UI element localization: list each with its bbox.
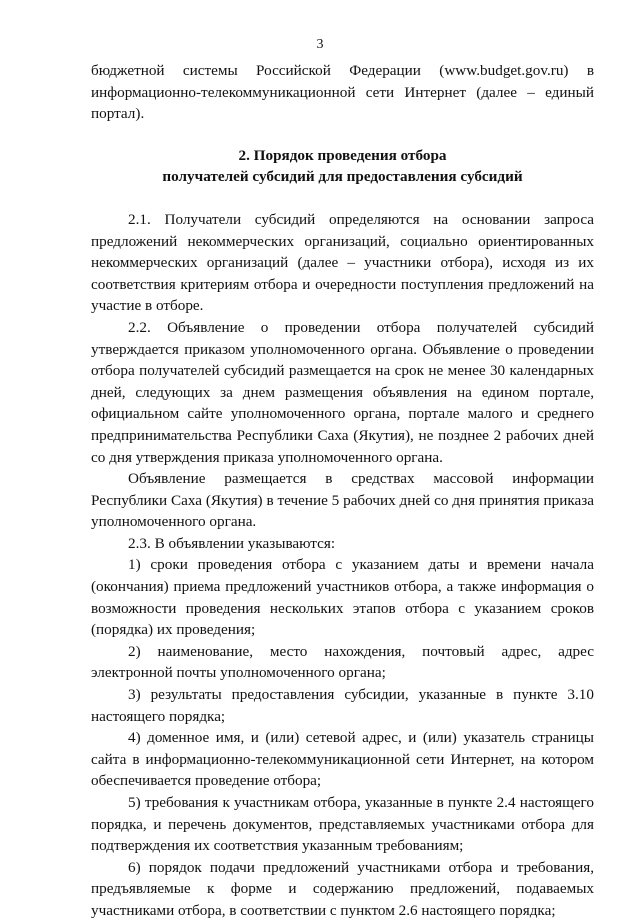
- section-heading-line-1: 2. Порядок проведения отбора: [238, 146, 447, 164]
- list-item-3: 3) результаты предоставления субсидии, указанные в пункте 3.10 настоящего порядка;: [91, 686, 594, 725]
- page-number: 3: [316, 37, 324, 52]
- section-heading: [91, 145, 594, 188]
- section-heading-line-2: получателей субсидий для предоставления субсидий: [162, 168, 523, 186]
- list-item-6: 6) порядок подачи предложений участниками отбора и требования, предъявляемые к форме и содержанию предложений, подаваемых участниками отбора, в соответствии с пунктом 2.6 настоящего порядка;: [91, 858, 594, 919]
- paragraph-2-2: 2.2. Объявление о проведении отбора получателей субсидий утверждается приказом уполномоченного органа. Объявление о проведении отбора получателей субсидий размещается на срок не менее 30 календарных дней, следующих за днем размещения объявления на едином портале, официальном сайте уполномоченного органа, портале малого и среднего предпринимательства Республики Саха (Якутия), не позднее 2 рабочих дней со дня утверждения приказа уполномоченного органа.: [91, 318, 594, 466]
- intro-paragraph: бюджетной системы Российской Федерации (www.budget.gov.ru) в информационно-телекоммуникационной сети Интернет (далее – единый портал).: [91, 62, 594, 123]
- list-item-5: 5) требования к участникам отбора, указанные в пункте 2.4 настоящего порядка, и перечень документов, представляемых участниками отбора для подтверждения их соответствия указанным требованиям;: [91, 794, 594, 855]
- list-item-2: 2) наименование, место нахождения, почтовый адрес, адрес электронной почты уполномоченного органа;: [91, 642, 594, 682]
- paragraph-2-1: 2.1. Получатели субсидий определяются на основании запроса предложений некоммерческих организаций, социально ориентированных некоммерческих организаций (далее – участники отбора), исходя из их соответствия критериям отбора и очередности поступления предложений на участие в отборе.: [91, 210, 594, 315]
- paragraph-media-announcement: Объявление размещается в средствах массовой информации Республики Саха (Якутия) в течение 5 рабочих дней со дня принятия приказа уполномоченного органа.: [91, 470, 594, 531]
- list-item-1: 1) сроки проведения отбора с указанием даты и времени начала (окончания) приема предложений участников отбора, а также информация о возможности проведения нескольких этапов отбора с указанием сроков (порядка) их проведения;: [91, 556, 594, 639]
- paragraph-2-3: 2.3. В объявлении указываются:: [128, 534, 336, 552]
- list-item-4: 4) доменное имя, и (или) сетевой адрес, и (или) указатель страницы сайта в информационно-телекоммуникационной сети Интернет, на котором обеспечивается проведение отбора;: [91, 729, 594, 790]
- document-body: [91, 60, 594, 922]
